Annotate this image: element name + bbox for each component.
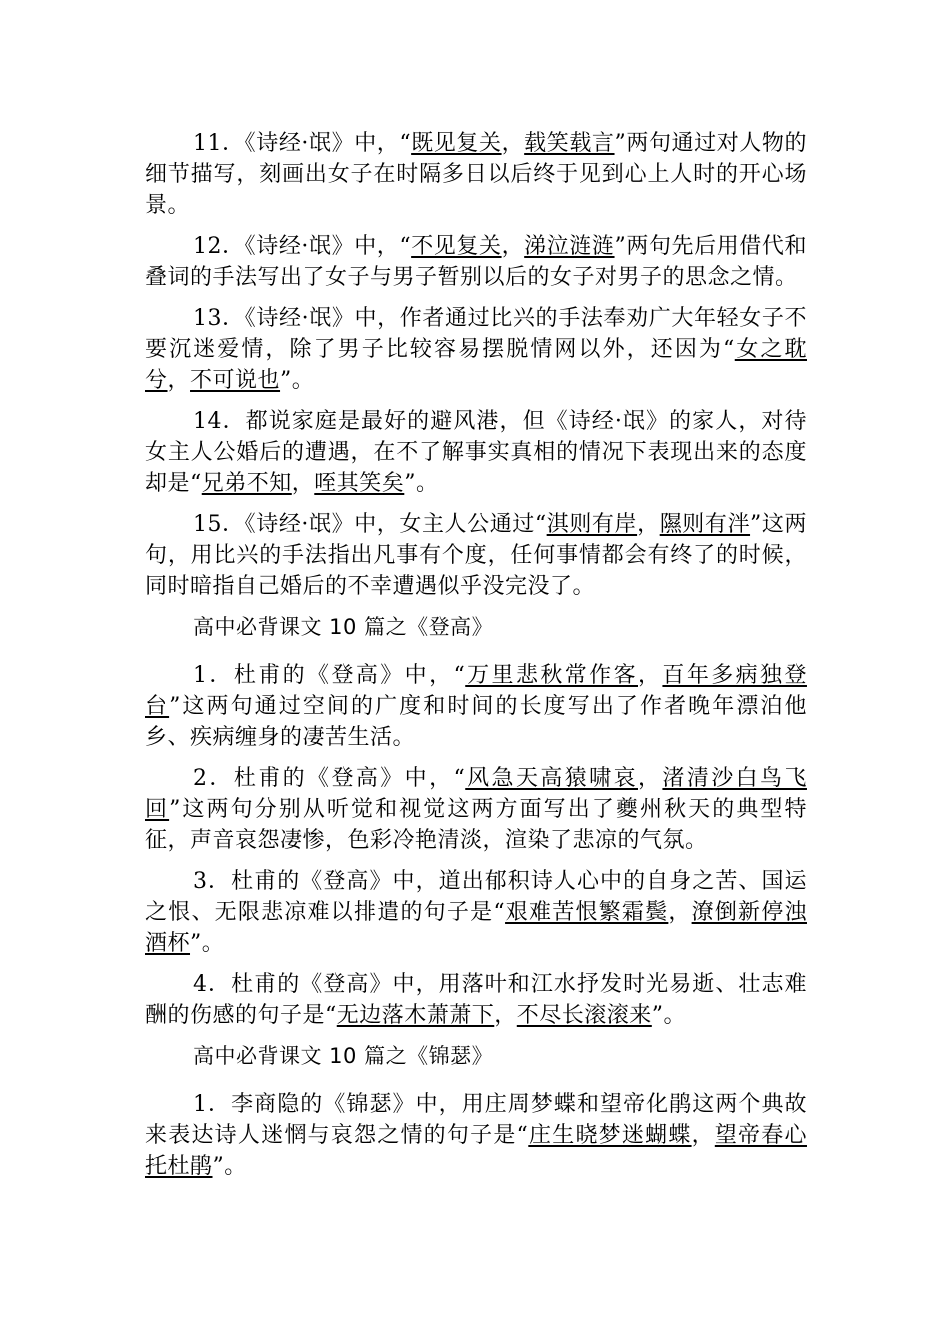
question-paragraph — [145, 128, 807, 221]
answer-blank: 淇则有岸 — [546, 512, 638, 537]
question-text: 13．《诗经·氓》中，作者通过比兴的手法奉劝广大年轻女子不要沉迷爱情，除了男子比较容易摆脱情网以外，还因为“ — [145, 306, 807, 362]
question-text: 12．《诗经·氓》中，“ — [193, 234, 412, 259]
question-text: ”。 — [212, 1154, 247, 1179]
question-text: ， — [691, 1123, 715, 1148]
question-paragraph — [145, 763, 807, 856]
question-text: 3．杜甫的《登高》中，道出郁积诗人心中的自身之苦、国运之恨、无限悲凉难以排遣的句子是“ — [145, 869, 807, 925]
question-text: ”。 — [404, 471, 439, 496]
question-text: ”这两句分别从听觉和视觉这两方面写出了夔州秋天的典型特征，声音哀怨凄惨，色彩冷艳清淡，渲染了悲凉的气氛。 — [145, 797, 807, 853]
question-text: ”这两句，用比兴的手法指出凡事有个度，任何事情都会有终了的时候，同时暗指自己婚后的不幸遭遇似乎没完没了。 — [145, 512, 807, 599]
question-text: ， — [494, 1003, 517, 1028]
question-text: ”。 — [280, 368, 315, 393]
question-text: ”。 — [651, 1003, 687, 1028]
answer-blank: 不见复关 — [411, 234, 502, 259]
question-paragraph — [145, 660, 807, 753]
answer-blank: 不可说也 — [190, 368, 281, 393]
question-paragraph — [145, 303, 807, 396]
question-paragraph — [145, 231, 807, 293]
question-text: 1．杜甫的《登高》中，“ — [193, 663, 466, 688]
question-paragraph — [145, 866, 807, 959]
question-text: ， — [668, 900, 692, 925]
question-text: ”两句通过对人物的细节描写，刻画出女子在时隔多日以后终于见到心上人时的开心场景。 — [145, 131, 807, 218]
answer-blank: 咥其笑矣 — [314, 471, 405, 496]
question-text: 4．杜甫的《登高》中，用落叶和江水抒发时光易逝、壮志难酬的伤感的句子是“ — [145, 972, 807, 1028]
question-text: ， — [501, 234, 525, 259]
question-text: ”这两句通过空间的广度和时间的长度写出了作者晚年漂泊他乡、疾病缠身的凄苦生活。 — [145, 694, 807, 750]
question-text: 11．《诗经·氓》中，“ — [193, 131, 412, 156]
section-heading: 高中必背课文 10 篇之《登高》 — [193, 615, 494, 639]
question-text: 1．李商隐的《锦瑟》中，用庄周梦蝶和望帝化鹃这两个典故来表达诗人迷惘与哀怨之情的句子是“ — [145, 1092, 807, 1148]
question-text: ， — [291, 471, 315, 496]
answer-blank: 百年多病独登台 — [145, 663, 807, 719]
question-text: ， — [637, 512, 660, 537]
answer-blank: 隰则有泮 — [659, 512, 751, 537]
question-paragraph — [145, 509, 807, 602]
answer-blank: 风急天高猿啸哀 — [465, 766, 638, 791]
question-text: ， — [501, 131, 525, 156]
document-page — [145, 128, 807, 1192]
answer-blank: 载笑载言 — [524, 131, 615, 156]
question-paragraph — [145, 1089, 807, 1182]
question-text: ”两句先后用借代和叠词的手法写出了女子与男子暂别以后的女子对男子的思念之情。 — [145, 234, 807, 290]
answer-blank: 万里悲秋常作客 — [465, 663, 638, 688]
question-text: 2．杜甫的《登高》中，“ — [193, 766, 466, 791]
answer-blank: 既见复关 — [411, 131, 502, 156]
answer-blank: 涕泣涟涟 — [524, 234, 615, 259]
answer-blank: 望帝春心托杜鹃 — [145, 1123, 807, 1179]
answer-blank: 潦倒新停浊酒杯 — [145, 900, 807, 956]
answer-blank: 艰难苦恨繁霜鬓 — [505, 900, 669, 925]
answer-blank: 女之耽兮 — [145, 337, 807, 393]
question-text: ”。 — [190, 931, 225, 956]
section-heading: 高中必背课文 10 篇之《锦瑟》 — [193, 1044, 494, 1068]
question-text: ， — [638, 663, 663, 688]
question-text: ， — [167, 368, 191, 393]
question-paragraph — [145, 406, 807, 499]
answer-blank: 无边落木萧萧下 — [336, 1003, 495, 1028]
answer-blank: 不尽长滚滚来 — [516, 1003, 652, 1028]
question-text: 15．《诗经·氓》中，女主人公通过“ — [193, 512, 547, 537]
answer-blank: 兄弟不知 — [201, 471, 292, 496]
answer-blank: 庄生晓梦迷蝴蝶 — [528, 1123, 692, 1148]
question-paragraph — [145, 969, 807, 1031]
answer-blank: 渚清沙白鸟飞回 — [145, 766, 807, 822]
question-text: 14．都说家庭是最好的避风港，但《诗经·氓》的家人，对待女主人公婚后的遭遇，在不了解事实真相的情况下表现出来的态度却是“ — [145, 409, 807, 496]
question-text: ， — [638, 766, 663, 791]
